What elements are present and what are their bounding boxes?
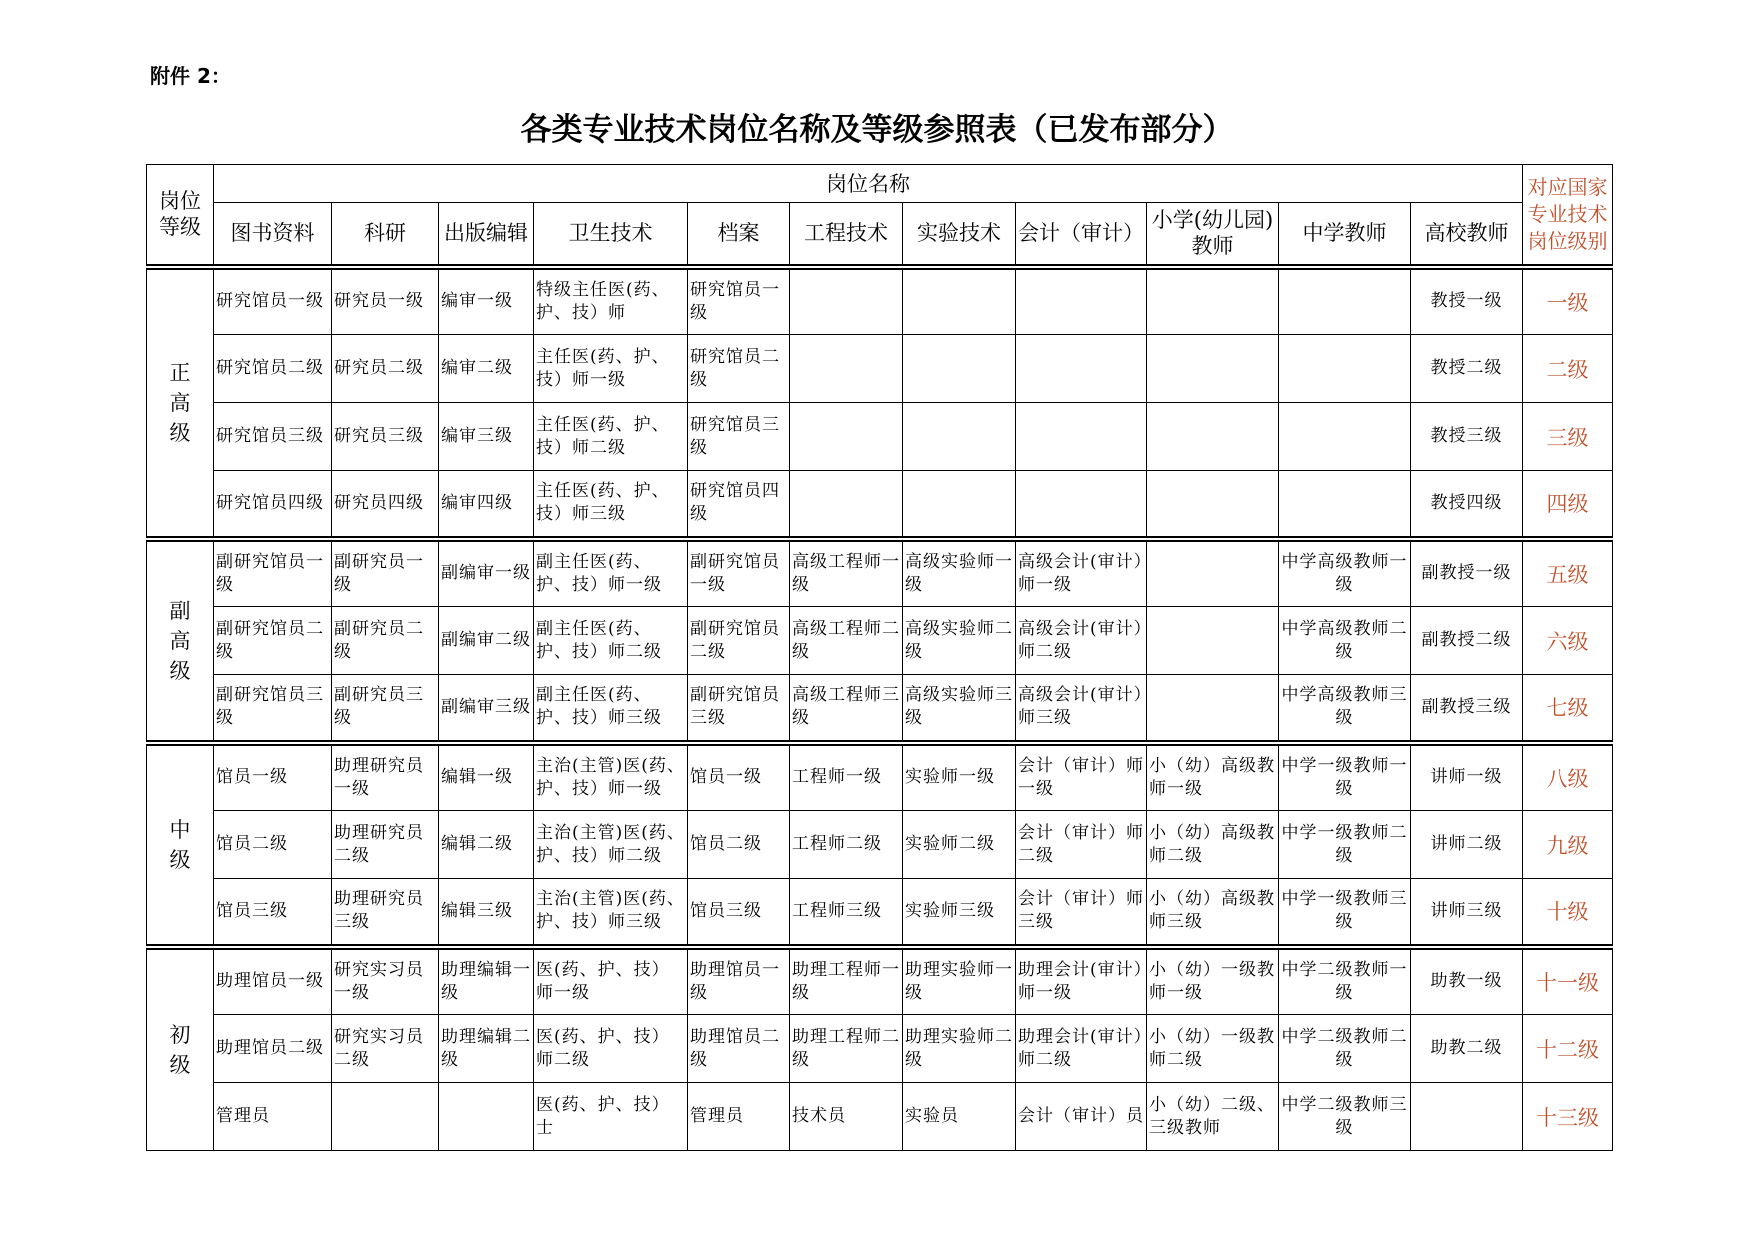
national-level-cell: 九级 (1523, 811, 1613, 879)
attachment-label: 附件 2： (150, 64, 231, 88)
table-cell: 副研究馆员一级 (688, 539, 790, 607)
table-row (147, 743, 1613, 811)
table-cell: 中学一级教师三级 (1279, 879, 1411, 947)
table-cell: 高级工程师三级 (790, 675, 903, 743)
table-cell: 编辑二级 (439, 811, 534, 879)
table-cell: 馆员一级 (214, 743, 332, 811)
table-cell: 助理工程师一级 (790, 947, 903, 1015)
table-cell: 助教二级 (1411, 1015, 1523, 1083)
table-cell: 小（幼）高级教师三级 (1147, 879, 1279, 947)
column-header: 实验技术 (903, 203, 1016, 267)
table-row (147, 1083, 1613, 1151)
page-title: 各类专业技术岗位名称及等级参照表（已发布部分） (520, 112, 1234, 148)
table-cell: 讲师二级 (1411, 811, 1523, 879)
table-cell: 中学高级教师二级 (1279, 607, 1411, 675)
table-cell (439, 1083, 534, 1151)
column-header: 工程技术 (790, 203, 903, 267)
grade-cell: 中 级 (147, 743, 214, 947)
table-row (147, 811, 1613, 879)
table-cell: 教授四级 (1411, 471, 1523, 539)
table-cell (1147, 539, 1279, 607)
table-cell: 医(药、护、技）师二级 (534, 1015, 688, 1083)
table-cell: 实验师二级 (903, 811, 1016, 879)
position-grade-table (146, 164, 1613, 1151)
table-cell (903, 267, 1016, 335)
grade-cell: 正 高 级 (147, 267, 214, 539)
table-cell: 副编审三级 (439, 675, 534, 743)
table-cell: 主任医(药、护、技）师一级 (534, 335, 688, 403)
table-cell: 讲师一级 (1411, 743, 1523, 811)
table-cell: 小（幼）一级教师二级 (1147, 1015, 1279, 1083)
table-cell: 编审四级 (439, 471, 534, 539)
table-cell: 助理实验师二级 (903, 1015, 1016, 1083)
table-cell: 会计（审计）师二级 (1016, 811, 1147, 879)
table-cell: 副主任医(药、护、技）师三级 (534, 675, 688, 743)
table-cell: 研究馆员一级 (214, 267, 332, 335)
table-cell: 研究员三级 (332, 403, 439, 471)
table-cell: 研究员四级 (332, 471, 439, 539)
table-cell: 小（幼）高级教师二级 (1147, 811, 1279, 879)
table-cell: 副研究员二级 (332, 607, 439, 675)
table-body (147, 267, 1613, 1151)
table-cell: 主治(主管)医(药、护、技）师三级 (534, 879, 688, 947)
table-cell (790, 335, 903, 403)
table-cell: 助理编辑一级 (439, 947, 534, 1015)
table-cell: 助理研究员三级 (332, 879, 439, 947)
table-cell: 高级会计(审计）师二级 (1016, 607, 1147, 675)
table-cell (1411, 1083, 1523, 1151)
national-level-cell: 四级 (1523, 471, 1613, 539)
table-cell: 医(药、护、技）士 (534, 1083, 688, 1151)
national-level-cell: 十级 (1523, 879, 1613, 947)
table-cell: 副研究馆员三级 (214, 675, 332, 743)
table-cell: 编审三级 (439, 403, 534, 471)
table-cell: 副编审二级 (439, 607, 534, 675)
table-cell: 副编审一级 (439, 539, 534, 607)
table-cell (1016, 335, 1147, 403)
table-row (147, 403, 1613, 471)
table-cell: 研究馆员三级 (688, 403, 790, 471)
table-cell: 助理会计(审计）师一级 (1016, 947, 1147, 1015)
table-cell: 小（幼）高级教师一级 (1147, 743, 1279, 811)
national-level-cell: 一级 (1523, 267, 1613, 335)
table-cell (790, 403, 903, 471)
national-level-cell: 二级 (1523, 335, 1613, 403)
table-cell: 编审二级 (439, 335, 534, 403)
table-cell: 编辑三级 (439, 879, 534, 947)
table-cell: 中学一级教师二级 (1279, 811, 1411, 879)
table-cell (1016, 267, 1147, 335)
column-header: 会计（审计） (1016, 203, 1147, 267)
national-level-cell: 十一级 (1523, 947, 1613, 1015)
table-cell: 主治(主管)医(药、护、技）师一级 (534, 743, 688, 811)
table-cell (903, 335, 1016, 403)
table-cell: 副研究馆员二级 (214, 607, 332, 675)
table-cell: 高级实验师二级 (903, 607, 1016, 675)
table-cell: 研究馆员一级 (688, 267, 790, 335)
table-cell (790, 471, 903, 539)
national-level-cell: 八级 (1523, 743, 1613, 811)
table-cell: 馆员二级 (688, 811, 790, 879)
table-cell: 副研究馆员二级 (688, 607, 790, 675)
table-cell: 研究员二级 (332, 335, 439, 403)
table-row (147, 947, 1613, 1015)
table-cell: 助理馆员一级 (214, 947, 332, 1015)
table-cell: 助理会计(审计）师二级 (1016, 1015, 1147, 1083)
table-cell (903, 403, 1016, 471)
table-cell: 实验员 (903, 1083, 1016, 1151)
table-cell: 助理研究员二级 (332, 811, 439, 879)
table-cell: 高级实验师三级 (903, 675, 1016, 743)
table-cell: 助理编辑二级 (439, 1015, 534, 1083)
column-header: 卫生技术 (534, 203, 688, 267)
table-cell: 副主任医(药、护、技）师一级 (534, 539, 688, 607)
table-cell: 中学二级教师一级 (1279, 947, 1411, 1015)
table-cell: 特级主任医(药、护、技）师 (534, 267, 688, 335)
table-cell (1147, 607, 1279, 675)
table-cell: 教授一级 (1411, 267, 1523, 335)
table-cell: 助理馆员二级 (214, 1015, 332, 1083)
table-cell (1147, 675, 1279, 743)
table-cell: 助理实验师一级 (903, 947, 1016, 1015)
post-name-header: 岗位名称 (214, 165, 1523, 203)
table-cell (1147, 267, 1279, 335)
table-cell (1147, 471, 1279, 539)
table-cell: 副主任医(药、护、技）师二级 (534, 607, 688, 675)
table-cell: 研究员一级 (332, 267, 439, 335)
table-cell: 中学高级教师一级 (1279, 539, 1411, 607)
table-cell: 小（幼）一级教师一级 (1147, 947, 1279, 1015)
table-cell: 高级会计(审计）师一级 (1016, 539, 1147, 607)
table-cell: 主任医(药、护、技）师三级 (534, 471, 688, 539)
table-cell: 工程师二级 (790, 811, 903, 879)
column-header: 高校教师 (1411, 203, 1523, 267)
table-cell: 副研究馆员一级 (214, 539, 332, 607)
table-cell: 副研究馆员三级 (688, 675, 790, 743)
table-cell: 研究实习员二级 (332, 1015, 439, 1083)
table-cell: 编审一级 (439, 267, 534, 335)
table-cell (790, 267, 903, 335)
table-cell: 高级工程师一级 (790, 539, 903, 607)
national-level-cell: 十三级 (1523, 1083, 1613, 1151)
national-level-cell: 七级 (1523, 675, 1613, 743)
table-row (147, 471, 1613, 539)
table-cell: 会计（审计）员 (1016, 1083, 1147, 1151)
table-cell: 会计（审计）师一级 (1016, 743, 1147, 811)
table-cell: 会计（审计）师三级 (1016, 879, 1147, 947)
table-cell: 实验师一级 (903, 743, 1016, 811)
national-level-cell: 五级 (1523, 539, 1613, 607)
table-cell: 实验师三级 (903, 879, 1016, 947)
table-row (147, 267, 1613, 335)
table-header (147, 165, 1613, 267)
table-cell: 馆员一级 (688, 743, 790, 811)
table-cell (1147, 403, 1279, 471)
table-cell: 助理研究员一级 (332, 743, 439, 811)
table-row (147, 1015, 1613, 1083)
table-cell: 主任医(药、护、技）师二级 (534, 403, 688, 471)
table-cell (1279, 267, 1411, 335)
table-cell: 技术员 (790, 1083, 903, 1151)
table-row (147, 607, 1613, 675)
column-header: 出版编辑 (439, 203, 534, 267)
national-level-header: 对应国家专业技术岗位级别 (1523, 165, 1613, 267)
table-cell: 馆员二级 (214, 811, 332, 879)
table-cell: 管理员 (214, 1083, 332, 1151)
table-cell (1147, 335, 1279, 403)
national-level-cell: 三级 (1523, 403, 1613, 471)
national-level-cell: 六级 (1523, 607, 1613, 675)
column-header: 图书资料 (214, 203, 332, 267)
table-cell: 副教授二级 (1411, 607, 1523, 675)
table-row (147, 539, 1613, 607)
table-cell: 高级会计(审计）师三级 (1016, 675, 1147, 743)
table-cell: 研究实习员一级 (332, 947, 439, 1015)
table-cell: 讲师三级 (1411, 879, 1523, 947)
table-cell: 管理员 (688, 1083, 790, 1151)
table-cell: 小（幼）二级、三级教师 (1147, 1083, 1279, 1151)
table-cell: 中学二级教师二级 (1279, 1015, 1411, 1083)
grade-header: 岗位 等级 (147, 165, 214, 267)
table-cell: 助教一级 (1411, 947, 1523, 1015)
table-cell: 助理馆员一级 (688, 947, 790, 1015)
table-cell: 副研究员三级 (332, 675, 439, 743)
column-header: 科研 (332, 203, 439, 267)
table-cell (1279, 471, 1411, 539)
table-cell: 高级工程师二级 (790, 607, 903, 675)
table-cell: 医(药、护、技）师一级 (534, 947, 688, 1015)
table-cell: 馆员三级 (214, 879, 332, 947)
table-cell: 研究馆员二级 (214, 335, 332, 403)
table-cell: 副教授三级 (1411, 675, 1523, 743)
national-level-cell: 十二级 (1523, 1015, 1613, 1083)
table-cell: 助理工程师二级 (790, 1015, 903, 1083)
table-cell: 工程师三级 (790, 879, 903, 947)
column-header: 档案 (688, 203, 790, 267)
table-cell: 研究馆员三级 (214, 403, 332, 471)
column-header: 小学(幼儿园)教师 (1147, 203, 1279, 267)
table-cell: 中学二级教师三级 (1279, 1083, 1411, 1151)
table-cell: 编辑一级 (439, 743, 534, 811)
table-cell (332, 1083, 439, 1151)
table-cell: 研究馆员二级 (688, 335, 790, 403)
table-cell: 高级实验师一级 (903, 539, 1016, 607)
grade-cell: 初 级 (147, 947, 214, 1151)
table-cell: 副教授一级 (1411, 539, 1523, 607)
column-header: 中学教师 (1279, 203, 1411, 267)
table-cell: 副研究员一级 (332, 539, 439, 607)
table-cell: 中学高级教师三级 (1279, 675, 1411, 743)
table-row (147, 335, 1613, 403)
table-cell (1016, 403, 1147, 471)
table-cell: 教授二级 (1411, 335, 1523, 403)
table-cell (1016, 471, 1147, 539)
table-cell: 馆员三级 (688, 879, 790, 947)
table-row (147, 675, 1613, 743)
table-cell: 研究馆员四级 (688, 471, 790, 539)
table-cell (903, 471, 1016, 539)
table-cell (1279, 403, 1411, 471)
table-cell (1279, 335, 1411, 403)
table-cell: 中学一级教师一级 (1279, 743, 1411, 811)
table-cell: 研究馆员四级 (214, 471, 332, 539)
table-cell: 教授三级 (1411, 403, 1523, 471)
table-row (147, 879, 1613, 947)
table-cell: 主治(主管)医(药、护、技）师二级 (534, 811, 688, 879)
grade-cell: 副 高 级 (147, 539, 214, 743)
table-cell: 助理馆员二级 (688, 1015, 790, 1083)
table-cell: 工程师一级 (790, 743, 903, 811)
